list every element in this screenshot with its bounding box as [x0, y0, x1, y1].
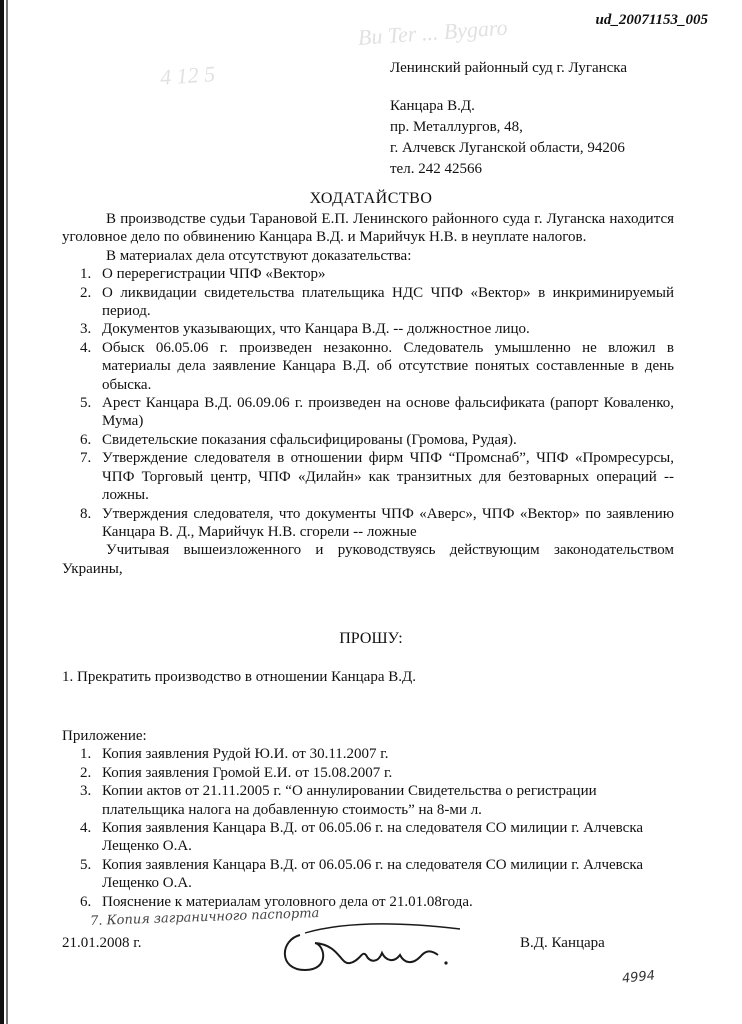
- list-item-text: Утверждение следователя в отношении фирм ЧПФ “Промснаб”, ЧПФ «Промресурсы, ЧПФ Торговый центр, ЧПФ «Дилайн» как транзитных для безтоварных операций -- ложны.: [102, 450, 674, 504]
- scan-edge: [0, 0, 4, 1024]
- scan-edge-shadow: [6, 0, 8, 1024]
- list-item-number: 2.: [80, 764, 92, 781]
- list-item-number: 4.: [80, 820, 92, 837]
- list-item: [80, 449, 674, 504]
- list-item: [80, 782, 672, 819]
- sender-phone: тел. 242 42566: [390, 161, 482, 177]
- list-item-text: Обыск 06.05.06 г. произведен незаконно. Следователь умышленно не вложил в материалы дела заявление Канцара В.Д. об отсутствие понятых составленные в день обыска.: [102, 339, 674, 393]
- recipient-address-block: [390, 58, 627, 180]
- missing-evidence-list: [62, 265, 674, 541]
- list-item: [80, 764, 672, 782]
- list-item-text: Свидетельские показания сфальсифицированы (Громова, Рудая).: [102, 431, 517, 448]
- signer-name: В.Д. Канцара: [520, 935, 605, 951]
- list-item: [80, 339, 674, 394]
- list-item-text: Документов указывающих, что Канцара В.Д. -- должностное лицо.: [102, 321, 530, 338]
- list-item: [80, 284, 674, 321]
- list-item-text: Копия заявления Рудой Ю.И. от 30.11.2007 г.: [102, 746, 389, 763]
- missing-evidence-header: В материалах дела отсутствуют доказательства:: [106, 247, 412, 264]
- list-item-number: 8.: [80, 505, 92, 522]
- list-item-text: Копии актов от 21.11.2005 г. “О аннулировании Свидетельства о регистрации плательщика налога на добавленную стоимость” на 8-ми л.: [102, 783, 597, 818]
- list-item: [80, 819, 672, 856]
- attachments-list: [62, 745, 672, 911]
- list-item: [80, 265, 674, 283]
- list-item-number: 4.: [80, 339, 92, 356]
- list-item-text: Утверждения следователя, что документы ЧПФ «Аверс», ЧПФ «Вектор» по заявлению Канцара В. Д., Марийчук Н.В. сгорели -- ложные: [102, 505, 674, 540]
- list-item: [80, 745, 672, 763]
- list-item: [80, 394, 674, 431]
- list-item-text: Копия заявления Канцара В.Д. от 06.05.06 г. на следователя СО милиции г. Алчевска Лещенко О.А.: [102, 856, 644, 892]
- background-handwriting-line: Bu Ter ... Bygaro: [357, 14, 509, 50]
- handwritten-page-number: 4994: [621, 968, 656, 987]
- list-item-number: 3.: [80, 321, 92, 338]
- sender-city: г. Алчевск Луганской области, 94206: [390, 140, 625, 156]
- list-item-number: 3.: [80, 783, 92, 800]
- sender-street: пр. Металлургов, 48,: [390, 119, 523, 135]
- list-item-text: О ликвидации свидетельства плательщика НДС ЧПФ «Вектор» в инкриминируемый период.: [102, 284, 674, 320]
- list-item: [80, 431, 674, 449]
- attachments-header: Приложение:: [62, 728, 147, 744]
- request-item: 1. Прекратить производство в отношении Канцара В.Д.: [62, 669, 416, 685]
- list-item-text: Копия заявления Канцара В.Д. от 06.05.06 г. на следователя СО милиции г. Алчевска Лещенко О.А.: [102, 820, 644, 855]
- list-item-text: О перерегистрации ЧПФ «Вектор»: [102, 266, 326, 283]
- list-item-number: 5.: [80, 395, 92, 412]
- intro-paragraph: В производстве судьи Тарановой Е.П. Ленинского районного суда г. Луганска находится уголовное дело по обвинению Канцара В.Д. и Марийчук Н.В. в неуплате налогов.: [62, 211, 674, 246]
- signature: [270, 915, 470, 985]
- request-header: ПРОШУ:: [339, 630, 403, 647]
- document-title: ХОДАТАЙСТВО: [309, 190, 433, 207]
- list-item: [80, 320, 674, 338]
- document-date: 21.01.2008 г.: [62, 935, 142, 951]
- list-item-text: Копия заявления Громой Е.И. от 15.08.2007 г.: [102, 764, 393, 781]
- list-item: [80, 856, 672, 893]
- list-item: [80, 505, 674, 542]
- background-handwriting-line: 4 12 5: [159, 61, 216, 90]
- list-item-text: Пояснение к материалам уголовного дела от 21.01.08года.: [102, 893, 473, 910]
- court-name: Ленинский районный суд г. Луганска: [390, 60, 628, 76]
- document-id: ud_20071153_005: [595, 12, 708, 28]
- sender-name: Канцара В.Д.: [390, 98, 475, 114]
- list-item-number: 6.: [80, 893, 92, 910]
- attachments-block: [62, 727, 672, 911]
- list-item-number: 1.: [80, 266, 92, 283]
- list-item-text: Арест Канцара В.Д. 06.09.06 г. произведен на основе фальсификата (рапорт Коваленко, Мума): [102, 395, 674, 430]
- document-body: [62, 210, 674, 578]
- list-item-number: 1.: [80, 746, 92, 763]
- handwritten-note: 7. Копия заграничного паспорта: [89, 906, 320, 929]
- list-item-number: 6.: [80, 431, 92, 448]
- list-item-number: 5.: [80, 856, 92, 873]
- list-item: [80, 893, 672, 911]
- list-item-number: 7.: [80, 450, 92, 467]
- list-item-number: 2.: [80, 284, 92, 301]
- conclusion-paragraph: Учитывая вышеизложенного и руководствуясь действующим законодательством Украины,: [62, 542, 674, 577]
